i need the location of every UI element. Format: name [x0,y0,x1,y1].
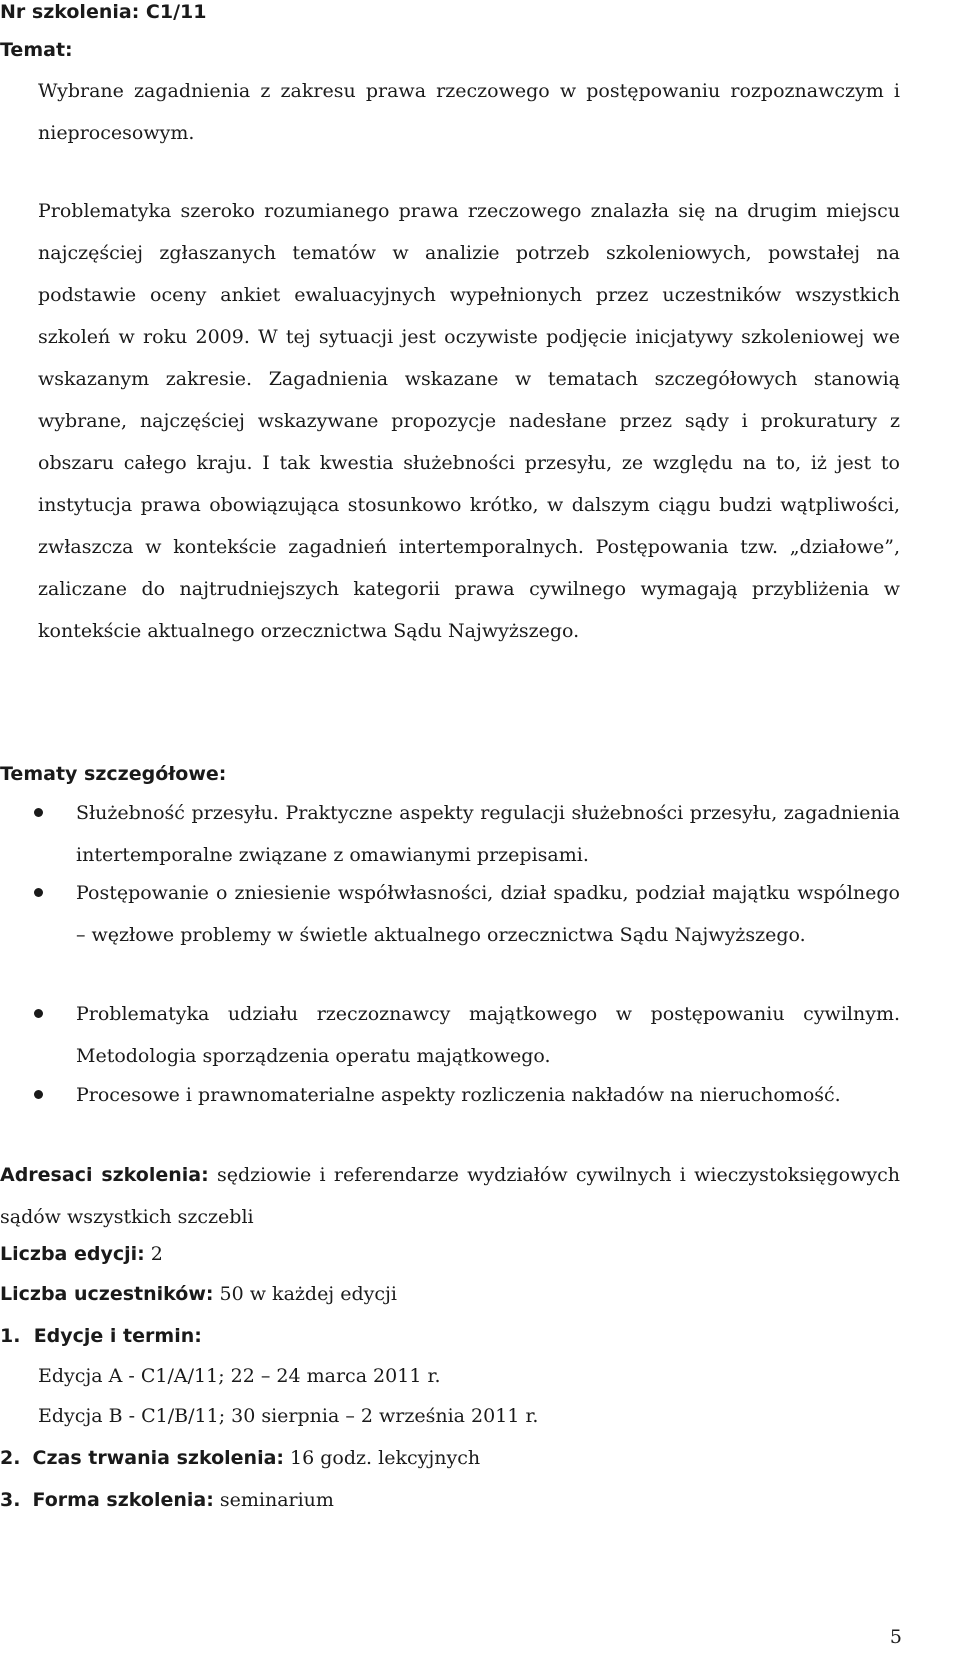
section-label: Czas trwania szkolenia: [32,1447,284,1469]
topic-item-text: Problematyka udziału rzeczoznawcy majątkowego w postępowaniu cywilnym. Metodologia sporządzenia operatu majątkowego. [76,1003,900,1067]
section-form-line [0,1488,334,1512]
bullet-icon [34,1009,43,1018]
addressees-label: Adresaci szkolenia: [0,1164,209,1186]
edition-a-line: Edycja A - C1/A/11; 22 – 24 marca 2011 r. [38,1365,441,1387]
bullet-icon [34,1090,43,1099]
topic-label: Temat: [0,39,73,61]
duration-value: 16 godz. lekcyjnych [290,1447,481,1469]
form-value: seminarium [219,1489,334,1511]
topic-item-text: Procesowe i prawnomaterialne aspekty rozliczenia nakładów na nieruchomość. [76,1084,841,1106]
intro-paragraph: Problematyka szeroko rozumianego prawa rzeczowego znalazła się na drugim miejscu najczęściej zgłaszanych tematów w analizie potrzeb szkoleniowych, powstałej na podstawie oceny ankiet ewaluacyjnych wypełnionych przez uczestników wszystkich szkoleń w roku 2009. W tej sytuacji jest oczywiste podjęcie inicjatywy szkoleniowej we wskazanym zakresie. Zagadnienia wskazane w tematach szczegółowych stanowią wybrane, najczęściej wskazywane propozycje nadesłane przez sądy i prokuratury z obszaru całego kraju. I tak kwestia służebności przesyłu, ze względu na to, iż jest to instytucja prawa obowiązująca stosunkowo krótko, w dalszym ciągu budzi wątpliwości, zwłaszcza w kontekście zagadnień intertemporalnych. Postępowania tzw. „działowe”, zaliczane do najtrudniejszych kategorii prawa cywilnego wymagają przybliżenia w kontekście aktualnego orzecznictwa Sądu Najwyższego. [38,200,900,642]
participants-count-label: Liczba uczestników: [0,1283,214,1305]
detailed-topics-heading: Tematy szczegółowe: [0,763,227,785]
editions-count-label: Liczba edycji: [0,1243,145,1265]
page-number: 5 [889,1626,902,1648]
participants-count-line [0,1282,397,1306]
training-number-line: Nr szkolenia: C1/11 [0,1,207,23]
bullet-icon [34,888,43,897]
participants-count-value: 50 w każdej edycji [219,1283,397,1305]
section-number: 3. [0,1489,21,1511]
training-number-value: C1/11 [145,1,207,23]
topic-item-text: Postępowanie o zniesienie współwłasności, dział spadku, podział majątku wspólnego – węzłowe problemy w świetle aktualnego orzecznictwa Sądu Najwyższego. [76,882,900,946]
section-label: Forma szkolenia: [32,1489,214,1511]
bullet-icon [34,808,43,817]
addressees-paragraph [0,1154,900,1238]
addressees-text: sędziowie i referendarze wydziałów cywilnych i wieczystoksięgowych sądów wszystkich szczebli [0,1164,900,1228]
section-number: 1. [0,1325,21,1347]
edition-b-line: Edycja B - C1/B/11; 30 sierpnia – 2 września 2011 r. [38,1405,539,1427]
section-label: Edycje i termin: [33,1325,202,1347]
editions-count-value: 2 [150,1243,163,1265]
editions-count-line [0,1242,163,1266]
section-editions-heading [0,1324,202,1348]
topic-item-text: Służebność przesyłu. Praktyczne aspekty regulacji służebności przesyłu, zagadnienia intertemporalne związane z omawianymi przepisami. [76,802,900,866]
training-number-label: Nr szkolenia [0,1,132,23]
section-number: 2. [0,1447,21,1469]
section-duration-line [0,1446,480,1470]
topic-text: Wybrane zagadnienia z zakresu prawa rzeczowego w postępowaniu rozpoznawczym i nieprocesowym. [38,80,900,144]
